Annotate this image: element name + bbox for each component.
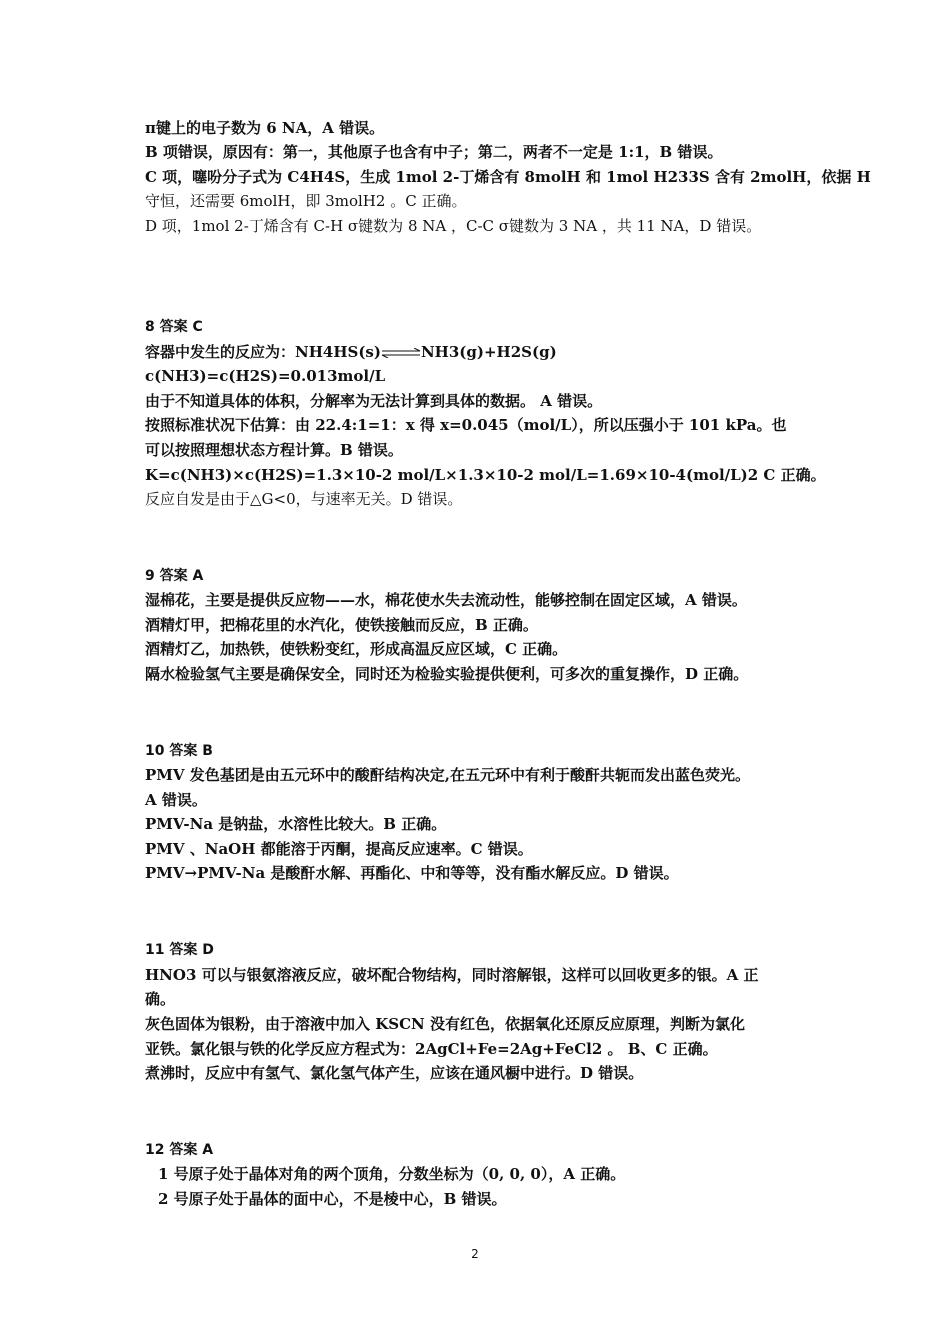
s10-line-1: PMV 发色基团是由五元环中的酸酐结构决定,在五元环中有利于酸酐共轭而发出蓝色荧光。 [145,766,750,784]
s8-heading: 8 答案 C [145,319,203,335]
s9-line-3: 酒精灯乙，加热铁，使铁粉变红，形成高温反应区域，C 正确。 [145,640,568,658]
s7-line-2: B 项错误，原因有：第一，其他原子也含有中子；第二，两者不一定是 1:1，B 错误。 [145,143,723,161]
page-number: 2 [471,1247,479,1261]
s8-line-6: K=c(NH3)×c(H2S)=1.3×10-2 mol/L×1.3×10-2 mol/L=1.69×10-4(mol/L)2 C 正确。 [145,466,826,484]
s11-line-1: HNO3 可以与银氨溶液反应，破坏配合物结构，同时溶解银，这样可以回收更多的银。A 正 [145,966,759,984]
s10-line-2: A 错误。 [145,791,207,809]
s10-line-5: PMV→PMV-Na 是酸酐水解、再酯化、中和等等，没有酯水解反应。D 错误。 [145,864,679,882]
s12-line-2: 2 号原子处于晶体的面中心，不是棱中心，B 错误。 [158,1190,507,1208]
s8-line-5: 可以按照理想状态方程计算。B 错误。 [145,441,403,459]
s7-line-5: D 项，1mol 2-丁烯含有 C-H σ键数为 8 NA ，C-C σ键数为 3 NA ，共 11 NA，D 错误。 [145,217,762,235]
s7-line-4: 守恒，还需要 6molH，即 3molH2 。C 正确。 [145,192,467,210]
s8-line-7: 反应自发是由于△G<0，与速率无关。D 错误。 [145,490,463,508]
s10-heading: 10 答案 B [145,743,213,759]
s10-line-3: PMV-Na 是钠盐，水溶性比较大。B 正确。 [145,815,447,833]
s11-line-4: 亚铁。氯化银与铁的化学反应方程式为：2AgCl+Fe=2Ag+FeCl2 。 B、C 正确。 [145,1040,718,1058]
s12-line-1: 1 号原子处于晶体对角的两个顶角，分数坐标为（0, 0, 0），A 正确。 [158,1165,626,1183]
s8-line-1 [145,341,815,363]
s11-heading: 11 答案 D [145,942,214,958]
s11-line-3: 灰色固体为银粉，由于溶液中加入 KSCN 没有红色，依据氧化还原反应原理，判断为氯化 [145,1015,745,1033]
s7-line-3: C 项，噻吩分子式为 C4H4S，生成 1mol 2-丁烯含有 8molH 和 1mol H233S 含有 2molH，依据 H [145,168,871,186]
s8-line-1-product: NH3(g)+H2S(g) [420,343,557,361]
s8-line-1-reactant: 容器中发生的反应为：NH4HS(s) [145,343,381,361]
s9-line-1: 湿棉花，主要是提供反应物——水，棉花使水失去流动性，能够控制在固定区域，A 错误。 [145,591,747,609]
equilibrium-arrow-icon [381,348,421,358]
s10-line-4: PMV 、NaOH 都能溶于丙酮，提高反应速率。C 错误。 [145,840,533,858]
s8-line-3: 由于不知道具体的体积，分解率为无法计算到具体的数据。 A 错误。 [145,392,603,410]
s8-line-4: 按照标准状况下估算：由 22.4:1=1：x 得 x=0.045（mol/L），所以压强小于 101 kPa。也 [145,416,787,434]
s7-line-1: π键上的电子数为 6 NA，A 错误。 [145,119,385,137]
s8-line-2: c(NH3)=c(H2S)=0.013mol/L [145,367,386,385]
s9-line-2: 酒精灯甲，把棉花里的水汽化，使铁接触而反应，B 正确。 [145,616,538,634]
s9-heading: 9 答案 A [145,568,204,584]
s9-line-4: 隔水检验氢气主要是确保安全，同时还为检验实验提供便利，可多次的重复操作，D 正确。 [145,665,749,683]
s12-heading: 12 答案 A [145,1142,214,1158]
s11-line-2: 确。 [145,990,176,1008]
s11-line-5: 煮沸时，反应中有氢气、氯化氢气体产生，应该在通风橱中进行。D 错误。 [145,1064,644,1082]
